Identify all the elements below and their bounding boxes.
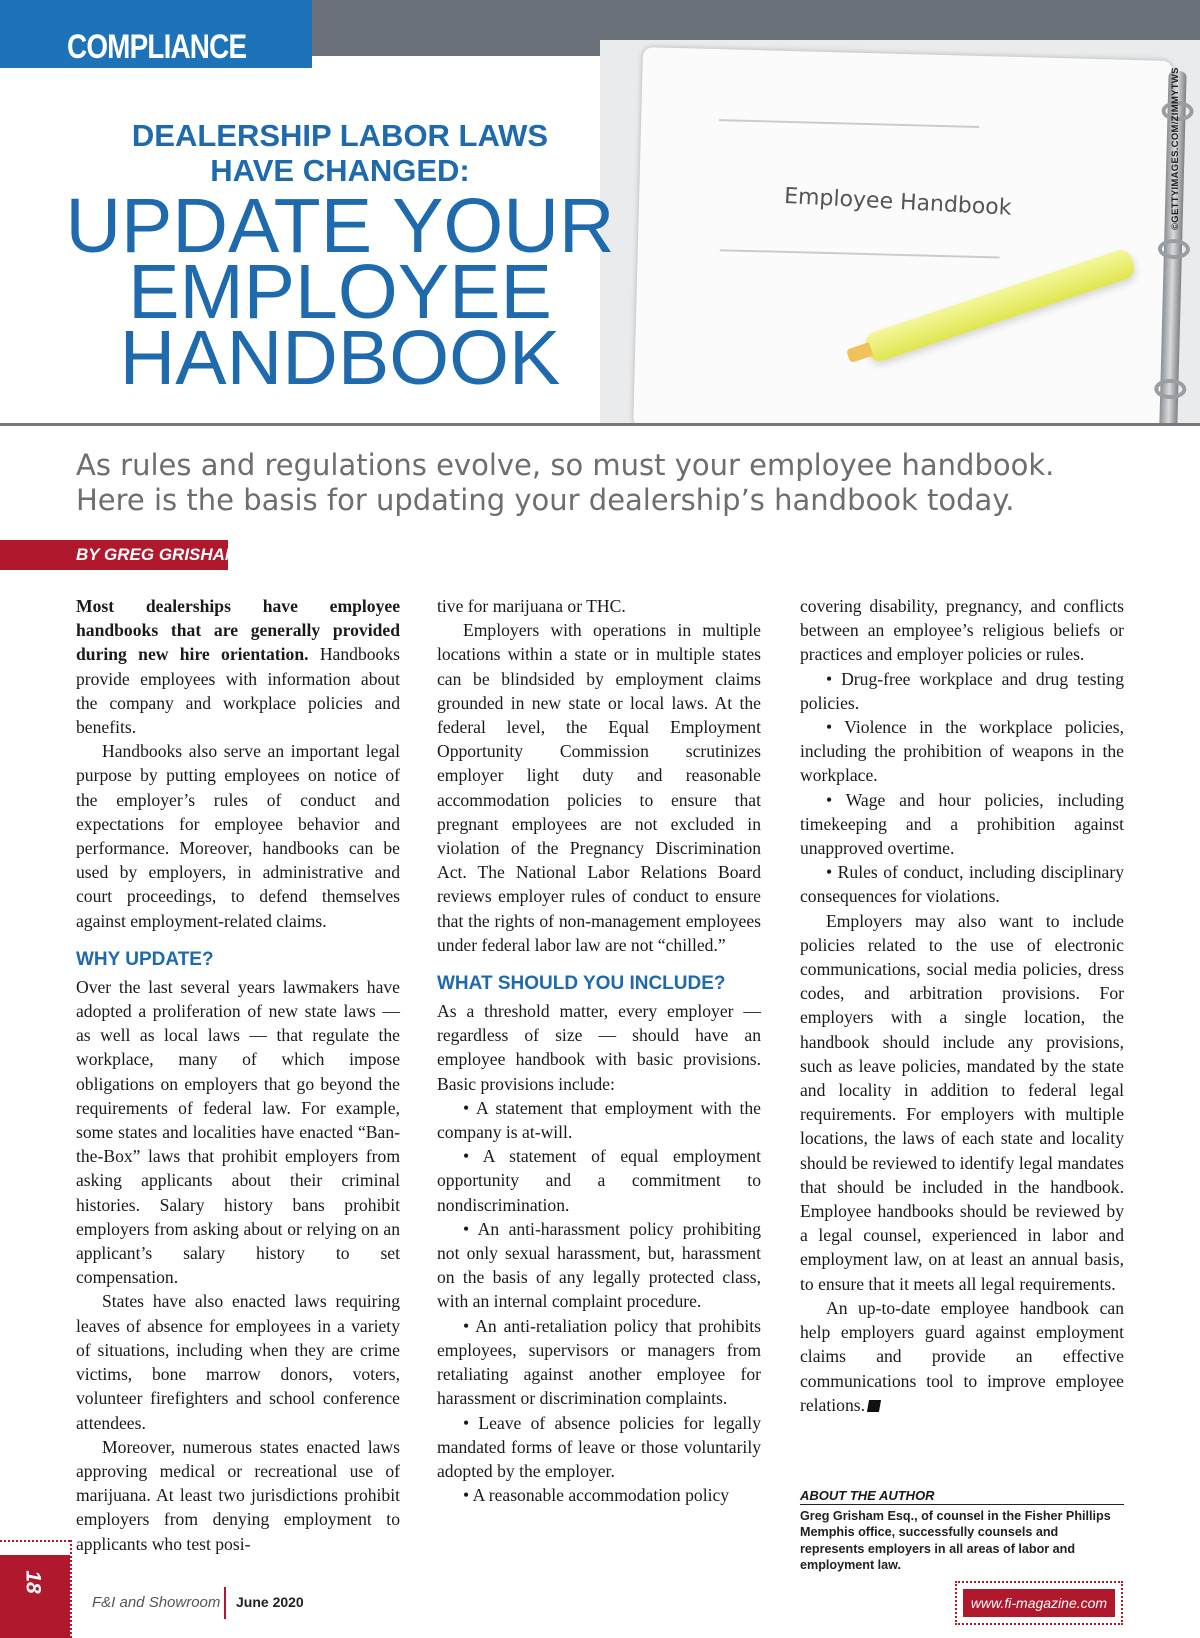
website-link-box[interactable] (955, 1581, 1123, 1625)
end-mark-icon (867, 1400, 881, 1412)
paragraph: States have also enacted laws requiring leaves of absence for employees in a variety of situations, including when they are crime victims, bone marrow donors, voters, volunteer firefighters and school conference attendees. (76, 1291, 400, 1433)
page-line (720, 249, 1000, 258)
about-heading: ABOUT THE AUTHOR (800, 1488, 1124, 1505)
binder-ring (1154, 379, 1187, 400)
headline-kicker: DEALERSHIP LABOR LAWS HAVE CHANGED: (131, 118, 549, 188)
binder-label: Employee Handbook (783, 183, 1013, 221)
paragraph: tive for marijuana or THC. (437, 596, 626, 616)
article-column-1 (76, 594, 400, 1556)
article-deck: As rules and regulations evolve, so must your employee handbook. Here is the basis for updating your dealership’s handbook today. (76, 448, 1055, 517)
issue-date: June 2020 (236, 1594, 304, 1610)
article-column-2 (437, 594, 761, 1507)
bullet-item: • An anti-retaliation policy that prohibits employees, supervisors or managers from retaliating against another employee for harassment or discrimination complaints. (437, 1315, 761, 1409)
paragraph: As a threshold matter, every employer — regardless of size — should have an employee handbook with basic provisions. Basic provisions include: (437, 1001, 761, 1094)
footer-dotted-rule (0, 1540, 70, 1546)
byline: BY GREG GRISHAM (0, 540, 228, 570)
highlighter-pen (862, 247, 1137, 364)
page-number: 18 (21, 1570, 45, 1594)
about-the-author (800, 1488, 1124, 1573)
paragraph: An up-to-date employee handbook can help employers guard against employment claims and provide an effective communications tool to improve employee relations. (800, 1297, 1124, 1415)
headline-main: UPDATE YOUR EMPLOYEE HANDBOOK (65, 183, 615, 401)
footer-dotted-rule (70, 1540, 80, 1638)
header-divider (0, 423, 1200, 426)
website-link[interactable]: www.fi-magazine.com (963, 1589, 1115, 1617)
section-label: COMPLIANCE (67, 28, 247, 66)
bullet-item: • Leave of absence policies for legally mandated forms of leave or those voluntarily adopted by the employer. (437, 1412, 761, 1481)
handbook-photo (600, 40, 1200, 424)
paragraph: Employers may also want to include policies related to the use of electronic communications, social media policies, dress codes, and arbitration provisions. For employers with a single location, the handbook should include any provisions, such as leave policies, mandated by the state and locality in addition to federal legal requirements. For employers with multiple locations, the laws of each state and locality should be reviewed to identify legal mandates that should be included in the handbook. Employee handbooks should be reviewed by a legal counsel, experienced in labor and employment law, on at least an annual basis, to ensure that it meets all legal requirements. (800, 910, 1124, 1294)
paragraph: covering disability, pregnancy, and conflicts between an employee’s religious beliefs or practices and employer policies or rules. (800, 596, 1124, 665)
paragraph: Handbooks also serve an important legal purpose by putting employees on notice of the employer’s rules of conduct and expectations for employee behavior and performance. Moreover, handbooks can be used by employers, in administrative and court proceedings, to defend themselves against employment-related claims. (76, 741, 400, 931)
page-line (719, 119, 979, 128)
bullet-item: • An anti-harassment policy prohibiting not only sexual harassment, but, harassment on the basis of any legally protected class, with an internal complaint procedure. (437, 1218, 761, 1312)
bullet-item: • Drug-free workplace and drug testing policies. (800, 668, 1124, 713)
bullet-item: • Rules of conduct, including disciplinary consequences for violations. (800, 862, 1124, 907)
article-column-3 (800, 594, 1124, 1417)
binder (633, 47, 1173, 424)
bullet-item: • Wage and hour policies, including timekeeping and a prohibition against unapproved overtime. (800, 789, 1124, 859)
footer-separator (224, 1587, 226, 1619)
bullet-item: • A statement of equal employment opportunity and a commitment to nondiscrimination. (437, 1146, 761, 1215)
bullet-item: • A statement that employment with the company is at-will. (437, 1097, 761, 1143)
page-number-block (0, 1555, 70, 1638)
paragraph: Employers with operations in multiple locations within a state or in multiple states can be blindsided by employment claims grounded in new state or local laws. At the federal level, the Equal Employment Opportunity Commission scrutinizes employer light duty and reasonable accommodation policies to ensure that pregnant employees are not excluded in violation of the Pregnancy Discrimination Act. The National Labor Relations Board reviews employer rules of conduct to ensure that the rights of non-management employees under federal labor law are not “chilled.” (437, 620, 761, 955)
binder-ring (1158, 239, 1191, 260)
photo-credit: ©GETTYIMAGES.COM/ZIMMYTWS (1170, 67, 1181, 230)
paragraph: Over the last several years lawmakers have adopted a proliferation of new state laws — as well as local laws — that regulate the workplace, many of which impose obligations on employers that go beyond the requirements of federal law. For example, some states and localities have enacted “Ban-the-Box” laws that prohibit employers from asking applicants about their criminal histories. Salary history bans prohibit employers from asking about or relying on an applicant’s salary history to set compensation. (76, 976, 400, 1288)
section-heading-why-update: WHY UPDATE? (76, 948, 214, 970)
section-tab (0, 0, 312, 68)
paragraph: Most dealerships have employee handbooks that are generally provided during new hire orientation. Handbooks provide employees with information about the company and workplace policies and benefits. (76, 596, 400, 738)
bullet-item: • Violence in the workplace policies, including the prohibition of weapons in the workplace. (800, 717, 1124, 786)
about-text: Greg Grisham Esq., of counsel in the Fisher Phillips Memphis office, successfully counsels and represents employers in all areas of labor and employment law. (800, 1509, 1111, 1572)
paragraph: Moreover, numerous states enacted laws approving medical or recreational use of marijuana. At least two jurisdictions prohibit employers from denying employment to applicants who test posi- (76, 1436, 400, 1554)
section-heading-what-include: WHAT SHOULD YOU INCLUDE? (437, 973, 726, 995)
bullet-item: • A reasonable accommodation policy (463, 1485, 730, 1506)
publication-name: F&I and Showroom (92, 1594, 221, 1611)
